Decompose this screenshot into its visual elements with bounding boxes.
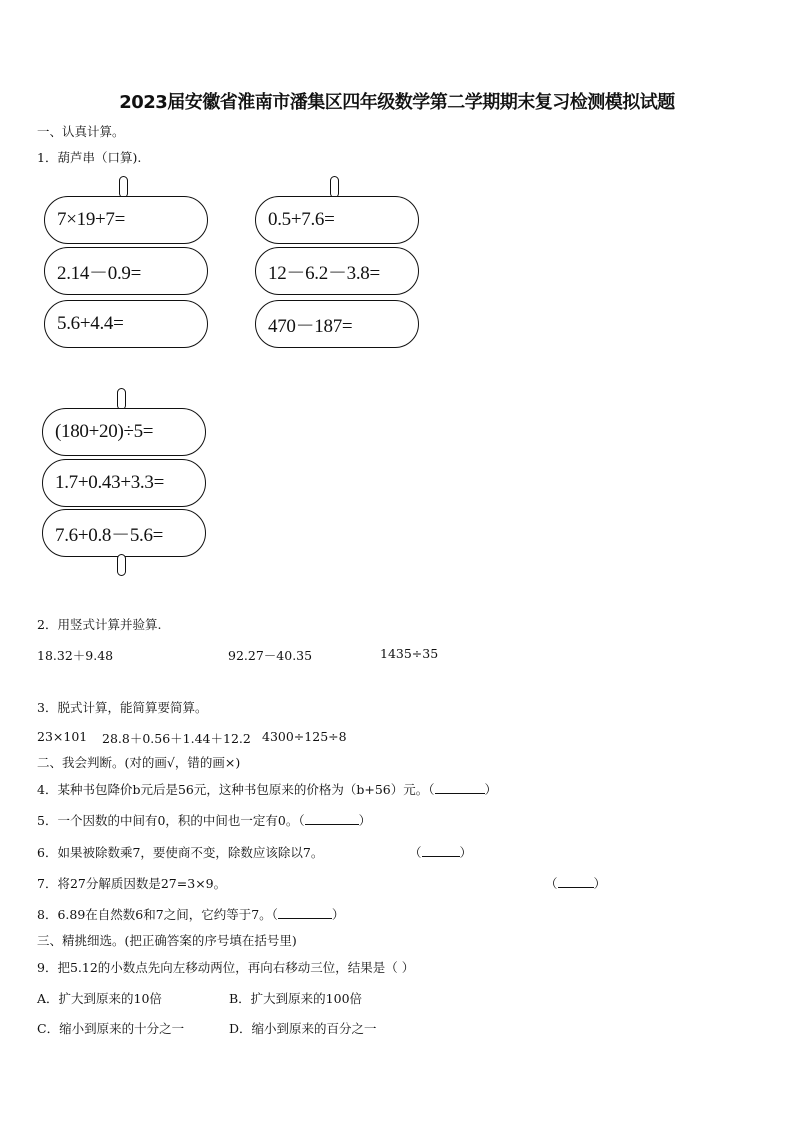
bead-expression: 7.6+0.8－5.6= xyxy=(55,524,164,546)
skewer-top xyxy=(330,176,339,198)
gourd-bead xyxy=(255,300,419,348)
section-2-heading: 二、我会判断。(对的画√，错的画×) xyxy=(37,755,241,770)
close-paren: ） xyxy=(459,845,473,860)
gourd-bead xyxy=(44,247,208,295)
question-5-text: 5．一个因数的中间有0，积的中间也一定有0。（ xyxy=(37,813,305,828)
q3-item-1: 23×101 xyxy=(37,729,88,744)
question-4-text: 4．某种书包降价b元后是56元，这种书包原来的价格为（b+56）元。（ xyxy=(37,782,435,797)
gourd-bead xyxy=(44,300,208,348)
question-1-stem: 1．葫芦串（口算). xyxy=(37,150,142,165)
close-paren: ） xyxy=(358,813,372,828)
close-paren: ） xyxy=(484,782,498,797)
answer-blank[interactable] xyxy=(278,907,332,919)
question-9-stem: 9．把5.12的小数点先向左移动两位，再向右移动三位，结果是（ ） xyxy=(37,960,415,975)
question-8-text: 8．6.89在自然数6和7之间，它约等于7。（ xyxy=(37,907,278,922)
gourd-skewer-3 xyxy=(42,388,208,578)
option-b[interactable]: B．扩大到原来的100倍 xyxy=(229,991,363,1006)
answer-blank[interactable] xyxy=(558,876,594,888)
q2-item-3: 1435÷35 xyxy=(380,646,439,661)
option-d[interactable]: D．缩小到原来的百分之一 xyxy=(229,1021,377,1036)
bead-expression: 470－187= xyxy=(268,315,353,337)
gourd-bead xyxy=(44,196,208,244)
question-7-text: 7．将27分解质因数是27=3×9。 xyxy=(37,876,227,891)
section-3-heading: 三、精挑细选。(把正确答案的序号填在括号里) xyxy=(37,933,297,948)
option-c[interactable]: C．缩小到原来的十分之一 xyxy=(37,1021,185,1036)
gourd-skewer-2 xyxy=(255,176,421,376)
gourd-bead xyxy=(255,196,419,244)
section-1-heading: 一、认真计算。 xyxy=(37,124,125,139)
gourd-bead xyxy=(42,509,206,557)
bead-expression: 12－6.2－3.8= xyxy=(268,262,380,284)
bead-expression: 1.7+0.43+3.3= xyxy=(55,472,164,493)
question-5 xyxy=(37,811,371,829)
answer-blank[interactable] xyxy=(305,813,359,825)
question-6-answer xyxy=(409,843,472,861)
answer-blank[interactable] xyxy=(435,782,485,794)
close-paren: ） xyxy=(593,876,607,891)
bead-expression: 2.14－0.9= xyxy=(57,262,142,284)
question-2-stem: 2．用竖式计算并验算. xyxy=(37,617,162,632)
question-6-text: 6．如果被除数乘7，要使商不变，除数应该除以7。 xyxy=(37,845,324,860)
page-title: 2023届安徽省淮南市潘集区四年级数学第二学期期末复习检测模拟试题 xyxy=(119,92,675,113)
q3-item-2: 28.8＋0.56＋1.44＋12.2 xyxy=(102,731,251,746)
bead-expression: (180+20)÷5= xyxy=(55,421,154,442)
question-8 xyxy=(37,905,344,923)
skewer-top xyxy=(119,176,128,198)
open-paren: （ xyxy=(545,876,558,891)
question-4 xyxy=(37,780,497,798)
gourd-bead xyxy=(42,408,206,456)
bead-expression: 0.5+7.6= xyxy=(268,209,335,230)
question-3-stem: 3．脱式计算，能简算要简算。 xyxy=(37,700,208,715)
question-7-answer xyxy=(545,874,606,892)
bead-expression: 7×19+7= xyxy=(57,209,126,230)
gourd-bead xyxy=(255,247,419,295)
option-a[interactable]: A．扩大到原来的10倍 xyxy=(37,991,162,1006)
gourd-skewer-1 xyxy=(44,176,210,376)
answer-blank[interactable] xyxy=(422,845,460,857)
close-paren: ） xyxy=(331,907,345,922)
open-paren: （ xyxy=(409,845,422,860)
skewer-bottom xyxy=(117,554,126,576)
gourd-bead xyxy=(42,459,206,507)
skewer-top xyxy=(117,388,126,410)
bead-expression: 5.6+4.4= xyxy=(57,313,124,334)
q2-item-2: 92.27－40.35 xyxy=(228,648,313,663)
q3-item-3: 4300÷125÷8 xyxy=(262,729,347,744)
q2-item-1: 18.32＋9.48 xyxy=(37,648,114,663)
